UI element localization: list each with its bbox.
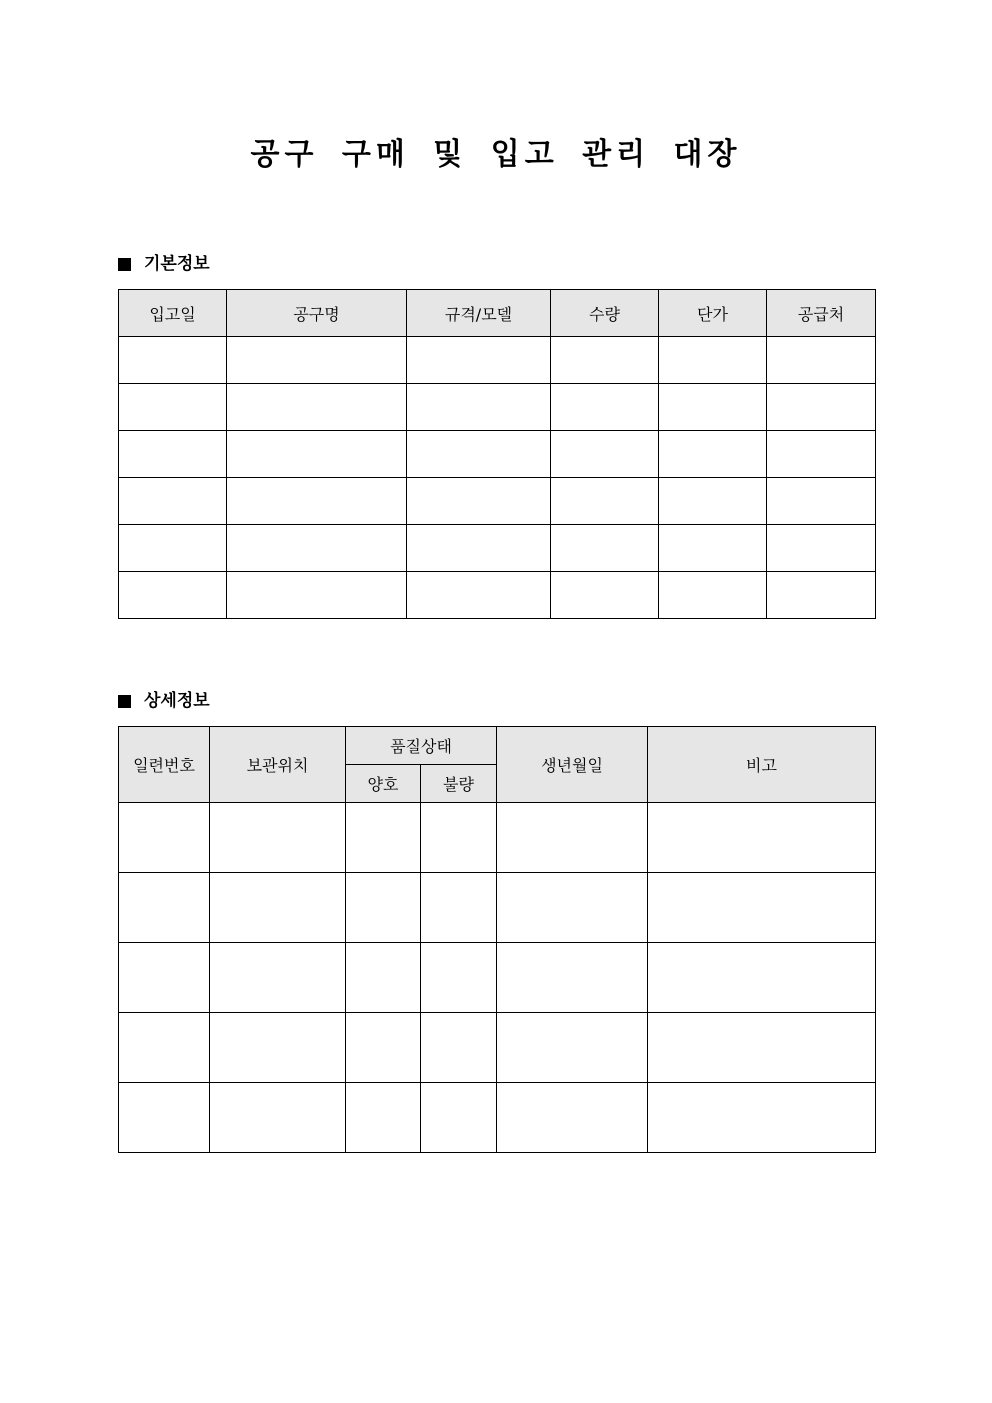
table-cell[interactable] bbox=[767, 478, 876, 525]
header-cell-location: 보관위치 bbox=[210, 727, 346, 803]
table-cell[interactable] bbox=[551, 337, 659, 384]
basic-header-row bbox=[119, 290, 876, 337]
table-cell[interactable] bbox=[659, 572, 767, 619]
header-cell-note: 비고 bbox=[648, 727, 876, 803]
table-cell[interactable] bbox=[210, 803, 346, 873]
header-cell-quality-good: 양호 bbox=[346, 765, 421, 803]
table-cell[interactable] bbox=[119, 337, 227, 384]
table-cell[interactable] bbox=[648, 943, 876, 1013]
header-cell: 공구명 bbox=[227, 290, 407, 337]
table-cell[interactable] bbox=[497, 873, 648, 943]
table-cell[interactable] bbox=[346, 1013, 421, 1083]
table-cell[interactable] bbox=[119, 525, 227, 572]
table-cell[interactable] bbox=[767, 337, 876, 384]
header-cell-serial: 일련번호 bbox=[119, 727, 210, 803]
table-cell[interactable] bbox=[551, 431, 659, 478]
table-cell[interactable] bbox=[648, 873, 876, 943]
detail-section-title: 상세정보 bbox=[144, 691, 210, 711]
table-cell[interactable] bbox=[659, 431, 767, 478]
table-cell[interactable] bbox=[421, 803, 497, 873]
table-cell[interactable] bbox=[119, 572, 227, 619]
table-cell[interactable] bbox=[497, 943, 648, 1013]
table-cell[interactable] bbox=[767, 431, 876, 478]
table-cell[interactable] bbox=[767, 525, 876, 572]
table-row bbox=[119, 431, 876, 478]
table-cell[interactable] bbox=[227, 384, 407, 431]
table-row bbox=[119, 1083, 876, 1153]
basic-info-table bbox=[118, 289, 876, 619]
table-cell[interactable] bbox=[497, 1013, 648, 1083]
square-bullet-icon bbox=[118, 258, 131, 271]
table-cell[interactable] bbox=[407, 572, 551, 619]
table-cell[interactable] bbox=[119, 1013, 210, 1083]
table-row bbox=[119, 943, 876, 1013]
table-row bbox=[119, 1013, 876, 1083]
table-cell[interactable] bbox=[346, 1083, 421, 1153]
table-cell[interactable] bbox=[421, 943, 497, 1013]
table-cell[interactable] bbox=[659, 337, 767, 384]
table-cell[interactable] bbox=[407, 525, 551, 572]
table-cell[interactable] bbox=[551, 384, 659, 431]
header-cell: 공급처 bbox=[767, 290, 876, 337]
table-cell[interactable] bbox=[767, 572, 876, 619]
table-cell[interactable] bbox=[227, 337, 407, 384]
header-cell: 수량 bbox=[551, 290, 659, 337]
document-title: 공구 구매 및 입고 관리 대장 bbox=[250, 137, 742, 172]
table-cell[interactable] bbox=[421, 1013, 497, 1083]
basic-section-title: 기본정보 bbox=[144, 254, 210, 274]
table-cell[interactable] bbox=[551, 525, 659, 572]
table-cell[interactable] bbox=[227, 478, 407, 525]
table-cell[interactable] bbox=[407, 431, 551, 478]
table-cell[interactable] bbox=[119, 873, 210, 943]
table-cell[interactable] bbox=[346, 943, 421, 1013]
table-cell[interactable] bbox=[659, 478, 767, 525]
detail-section-heading bbox=[118, 689, 210, 713]
header-cell: 규격/모델 bbox=[407, 290, 551, 337]
header-cell: 단가 bbox=[659, 290, 767, 337]
table-cell[interactable] bbox=[227, 431, 407, 478]
table-cell[interactable] bbox=[767, 384, 876, 431]
table-row bbox=[119, 525, 876, 572]
table-cell[interactable] bbox=[346, 803, 421, 873]
table-cell[interactable] bbox=[119, 943, 210, 1013]
table-cell[interactable] bbox=[407, 384, 551, 431]
table-cell[interactable] bbox=[210, 1013, 346, 1083]
detail-header-row bbox=[119, 727, 876, 765]
table-cell[interactable] bbox=[119, 1083, 210, 1153]
table-cell[interactable] bbox=[648, 1083, 876, 1153]
table-cell[interactable] bbox=[119, 478, 227, 525]
table-cell[interactable] bbox=[210, 943, 346, 1013]
header-cell-quality-bad: 불량 bbox=[421, 765, 497, 803]
table-row bbox=[119, 873, 876, 943]
table-cell[interactable] bbox=[407, 478, 551, 525]
header-cell-quality: 품질상태 bbox=[346, 727, 497, 765]
table-cell[interactable] bbox=[346, 873, 421, 943]
table-row bbox=[119, 572, 876, 619]
table-cell[interactable] bbox=[421, 873, 497, 943]
table-cell[interactable] bbox=[119, 384, 227, 431]
table-cell[interactable] bbox=[551, 478, 659, 525]
table-row bbox=[119, 337, 876, 384]
table-row bbox=[119, 384, 876, 431]
detail-info-table bbox=[118, 726, 876, 1153]
table-row bbox=[119, 478, 876, 525]
basic-section-heading bbox=[118, 252, 210, 276]
header-cell-birth-date: 생년월일 bbox=[497, 727, 648, 803]
table-cell[interactable] bbox=[648, 803, 876, 873]
table-cell[interactable] bbox=[119, 803, 210, 873]
table-cell[interactable] bbox=[407, 337, 551, 384]
table-cell[interactable] bbox=[659, 384, 767, 431]
header-cell: 입고일 bbox=[119, 290, 227, 337]
table-cell[interactable] bbox=[119, 431, 227, 478]
table-cell[interactable] bbox=[648, 1013, 876, 1083]
table-cell[interactable] bbox=[227, 525, 407, 572]
table-cell[interactable] bbox=[210, 1083, 346, 1153]
table-cell[interactable] bbox=[210, 873, 346, 943]
square-bullet-icon bbox=[118, 695, 131, 708]
table-cell[interactable] bbox=[421, 1083, 497, 1153]
table-cell[interactable] bbox=[659, 525, 767, 572]
table-cell[interactable] bbox=[497, 1083, 648, 1153]
table-cell[interactable] bbox=[551, 572, 659, 619]
table-cell[interactable] bbox=[227, 572, 407, 619]
table-row bbox=[119, 803, 876, 873]
table-cell[interactable] bbox=[497, 803, 648, 873]
